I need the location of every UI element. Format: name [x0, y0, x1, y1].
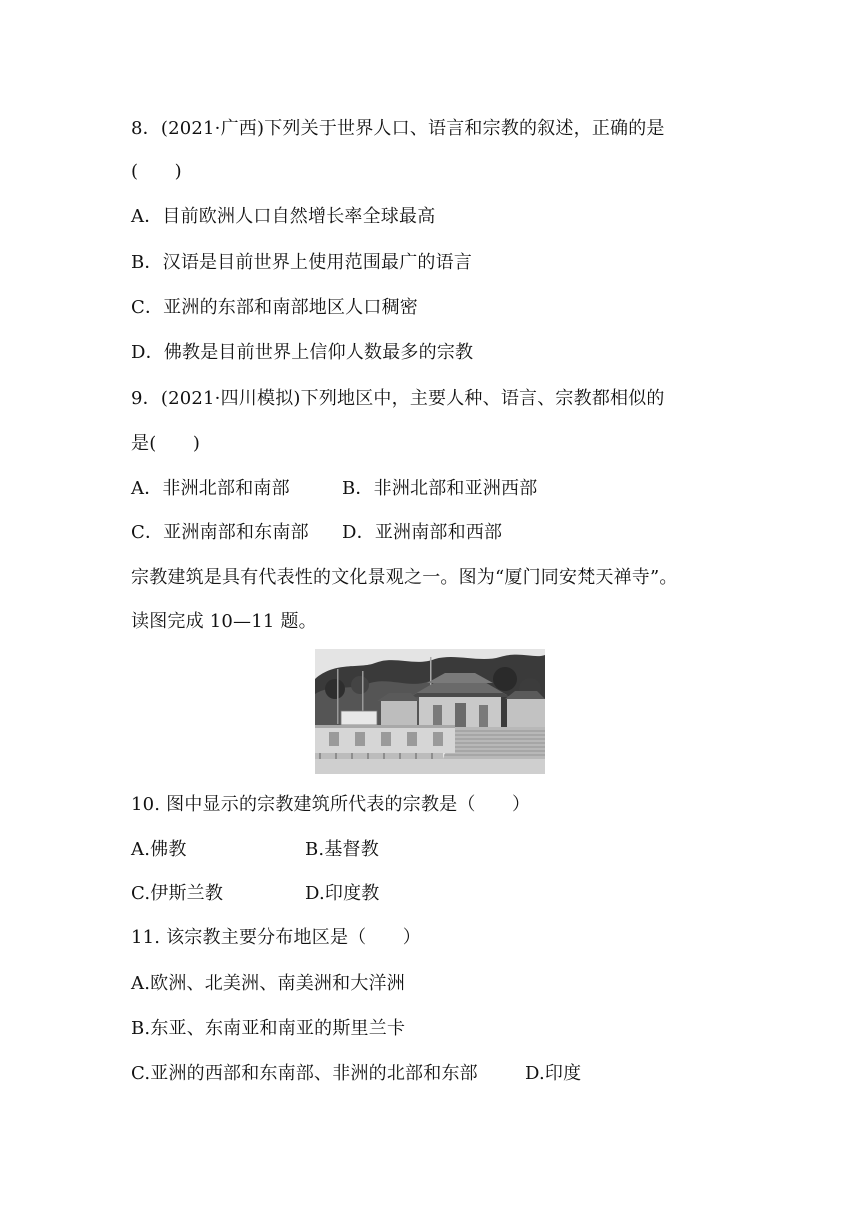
q8-stem-line1: 8．(2021·广西)下列关于世界人口、语言和宗教的叙述，正确的是 — [131, 118, 665, 139]
q8-option-c: C．亚洲的东部和南部地区人口稠密 — [131, 297, 418, 318]
q9-option-c: C．亚洲南部和东南部 — [131, 522, 309, 543]
q10-option-c: C.伊斯兰教 — [131, 883, 224, 904]
q8-option-b: B．汉语是目前世界上使用范围最广的语言 — [131, 252, 473, 273]
q9-option-a: A．非洲北部和南部 — [131, 478, 290, 499]
q11-stem: 11. 该宗教主要分布地区是（ ） — [131, 927, 421, 948]
q9-stem-line2: 是( ) — [131, 433, 201, 454]
q10-stem: 10. 图中显示的宗教建筑所代表的宗教是（ ） — [131, 794, 531, 815]
q10-option-b: B.基督教 — [305, 839, 379, 860]
q8-option-a: A．目前欧洲人口自然增长率全球最高 — [131, 206, 436, 227]
q9-option-b: B．非洲北部和亚洲西部 — [342, 478, 538, 499]
q9-stem-line1: 9．(2021·四川模拟)下列地区中，主要人种、语言、宗教都相似的 — [131, 388, 665, 409]
q10-option-d: D.印度教 — [305, 883, 380, 904]
q8-stem-line2: ( ) — [131, 161, 182, 182]
q11-option-b: B.东亚、东南亚和南亚的斯里兰卡 — [131, 1018, 406, 1039]
q9-option-d: D．亚洲南部和西部 — [342, 522, 503, 543]
temple-photo — [315, 649, 545, 774]
q11-option-d: D.印度 — [525, 1063, 582, 1084]
q11-option-c: C.亚洲的西部和东南部、非洲的北部和东部 — [131, 1063, 478, 1084]
q11-option-a: A.欧洲、北美洲、南美洲和大洋洲 — [131, 973, 405, 994]
intro-line2: 读图完成 10—11 题。 — [131, 611, 317, 632]
q8-option-d: D．佛教是目前世界上信仰人数最多的宗教 — [131, 342, 474, 363]
intro-line1: 宗教建筑是具有代表性的文化景观之一。图为“厦门同安梵天禅寺”。 — [131, 567, 678, 588]
q10-option-a: A.佛教 — [131, 839, 187, 860]
